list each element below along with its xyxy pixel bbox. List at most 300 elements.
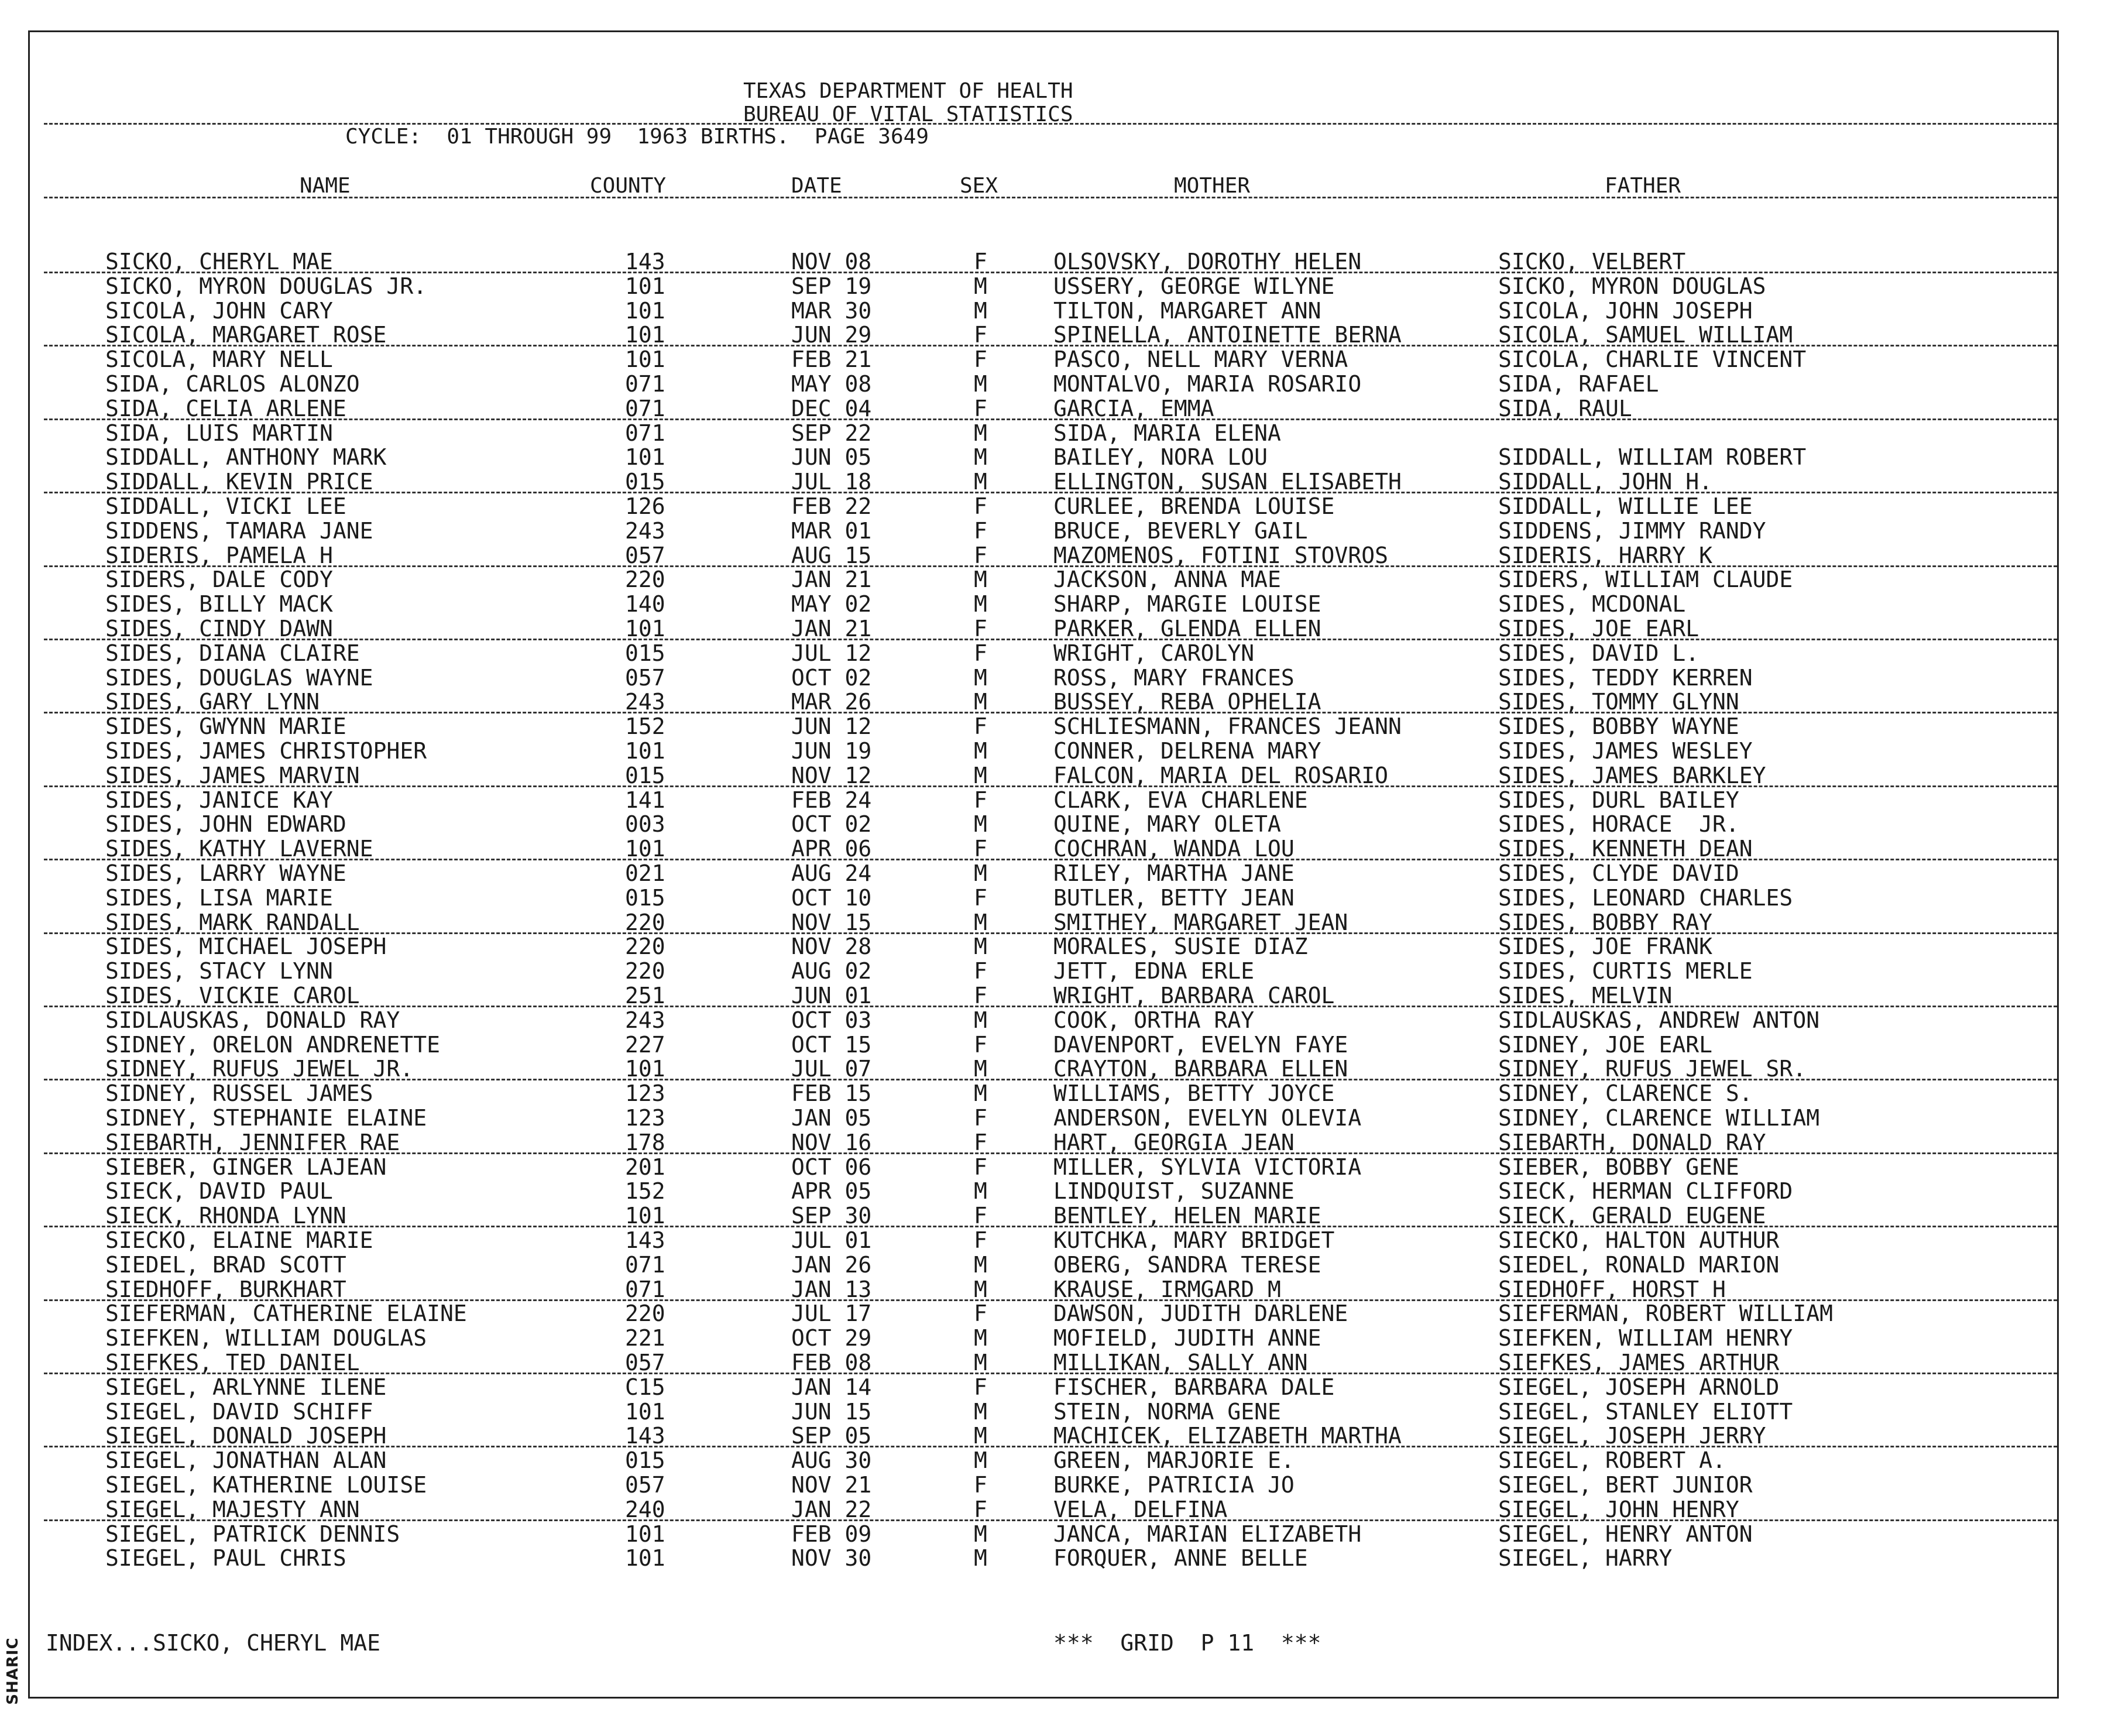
cell-sex: M [974, 1521, 987, 1547]
cell-father: SIDES, CLYDE DAVID [1498, 860, 1739, 886]
cell-county: 057 [625, 542, 665, 568]
cell-mother: PARKER, GLENDA ELLEN [1053, 616, 1321, 641]
cell-date: OCT 03 [791, 1007, 872, 1033]
cell-date: OCT 02 [791, 664, 872, 691]
cell-county: 003 [625, 811, 665, 838]
cell-county: 021 [625, 860, 665, 886]
cell-date: FEB 09 [791, 1521, 872, 1547]
cell-date: JAN 22 [791, 1496, 872, 1522]
cell-sex: F [974, 1227, 987, 1253]
cell-date: NOV 12 [791, 762, 872, 788]
cell-mother: SIDA, MARIA ELENA [1053, 420, 1281, 446]
cell-name: SIEGEL, PAUL CHRIS [105, 1545, 346, 1572]
table-row [0, 1057, 2115, 1081]
cell-county: 152 [625, 1178, 665, 1205]
cell-date: JUL 12 [791, 640, 872, 666]
cell-county: 178 [625, 1129, 665, 1155]
cell-mother: PASCO, NELL MARY VERNA [1053, 346, 1348, 373]
cell-county: 015 [625, 762, 665, 788]
cell-father: SIDES, KENNETH DEAN [1498, 836, 1753, 862]
cell-name: SICOLA, MARY NELL [105, 346, 333, 373]
cell-sex: M [974, 297, 987, 324]
cell-name: SIDES, DOUGLAS WAYNE [105, 664, 373, 691]
cell-mother: COOK, ORTHA RAY [1053, 1007, 1255, 1033]
cell-mother: CURLEE, BRENDA LOUISE [1053, 493, 1335, 519]
cell-sex: F [974, 1031, 987, 1058]
cell-county: 101 [625, 346, 665, 373]
table-row [0, 250, 2115, 274]
table-row [0, 959, 2115, 983]
cell-date: NOV 15 [791, 909, 872, 935]
table-row [0, 1253, 2115, 1277]
cell-father: SIDDENS, JIMMY RANDY [1498, 517, 1766, 544]
cell-mother: SMITHEY, MARGARET JEAN [1053, 909, 1348, 935]
cell-county: 143 [625, 249, 665, 275]
cell-sex: F [974, 1472, 987, 1498]
cell-mother: ELLINGTON, SUSAN ELISABETH [1053, 469, 1402, 495]
cell-mother: BRUCE, BEVERLY GAIL [1053, 517, 1308, 544]
table-row [0, 935, 2115, 959]
cell-county: 243 [625, 689, 665, 715]
cell-sex: F [974, 1105, 987, 1131]
cell-mother: DAWSON, JUDITH DARLENE [1053, 1301, 1348, 1327]
cell-name: SIEGEL, PATRICK DENNIS [105, 1521, 400, 1547]
cell-county: 126 [625, 493, 665, 519]
cell-father: SIDES, BOBBY RAY [1498, 909, 1713, 935]
cell-name: SIDES, MARK RANDALL [105, 909, 360, 935]
table-row [0, 1008, 2115, 1032]
cell-mother: CONNER, DELRENA MARY [1053, 738, 1321, 764]
cell-name: SIDES, GARY LYNN [105, 689, 320, 715]
cell-sex: M [974, 762, 987, 788]
cell-county: 101 [625, 836, 665, 862]
cell-father: SIEGEL, HARRY [1498, 1545, 1673, 1572]
cell-name: SIEGEL, DAVID SCHIFF [105, 1398, 373, 1425]
cell-county: 240 [625, 1496, 665, 1522]
cell-date: JAN 14 [791, 1374, 872, 1400]
cell-county: 101 [625, 1398, 665, 1425]
cell-county: 251 [625, 983, 665, 1008]
cell-name: SIDES, LARRY WAYNE [105, 860, 346, 886]
cell-date: OCT 10 [791, 884, 872, 911]
cell-county: 101 [625, 273, 665, 299]
cell-date: JAN 13 [791, 1276, 872, 1302]
cell-father: SIEGEL, STANLEY ELIOTT [1498, 1398, 1793, 1425]
cell-sex: M [974, 860, 987, 886]
cell-sex: F [974, 1301, 987, 1327]
cell-mother: JANCA, MARIAN ELIZABETH [1053, 1521, 1362, 1547]
cell-date: JAN 26 [791, 1251, 872, 1278]
table-row [0, 1179, 2115, 1203]
cell-county: 101 [625, 322, 665, 348]
cell-father: SIDES, TEDDY KERREN [1498, 664, 1753, 691]
cell-county: 101 [625, 1056, 665, 1082]
column-header-father: FATHER [1605, 174, 1681, 198]
cell-father: SIEGEL, JOSEPH JERRY [1498, 1423, 1766, 1449]
cell-date: MAY 02 [791, 591, 872, 617]
cell-date: JUL 18 [791, 469, 872, 495]
cell-date: JUN 12 [791, 713, 872, 740]
cell-father: SIEBARTH, DONALD RAY [1498, 1129, 1766, 1155]
cell-date: SEP 30 [791, 1203, 872, 1229]
cell-sex: F [974, 493, 987, 519]
cell-sex: F [974, 616, 987, 641]
table-row [0, 715, 2115, 739]
cell-sex: M [974, 1398, 987, 1425]
cell-date: JUN 15 [791, 1398, 872, 1425]
cell-county: 101 [625, 1521, 665, 1547]
cell-mother: BURKE, PATRICIA JO [1053, 1472, 1295, 1498]
cell-father: SIDES, LEONARD CHARLES [1498, 884, 1793, 911]
cell-name: SIEFERMAN, CATHERINE ELAINE [105, 1301, 467, 1327]
cell-father: SIEGEL, JOSEPH ARNOLD [1498, 1374, 1780, 1400]
table-row [0, 1278, 2115, 1302]
cell-sex: F [974, 836, 987, 862]
cell-father: SIDDALL, WILLIAM ROBERT [1498, 444, 1807, 471]
table-row [0, 372, 2115, 396]
cell-date: OCT 15 [791, 1031, 872, 1058]
cell-father: SIDES, JOE EARL [1498, 616, 1699, 641]
cell-sex: F [974, 1203, 987, 1229]
cell-county: 015 [625, 469, 665, 495]
cell-name: SIDDALL, ANTHONY MARK [105, 444, 387, 471]
cell-date: JUL 17 [791, 1301, 872, 1327]
cell-date: NOV 21 [791, 1472, 872, 1498]
cell-mother: GARCIA, EMMA [1053, 395, 1214, 421]
cell-county: 220 [625, 909, 665, 935]
table-row [0, 323, 2115, 347]
cell-sex: M [974, 1423, 987, 1449]
cell-date: JUN 05 [791, 444, 872, 471]
cell-mother: OLSOVSKY, DOROTHY HELEN [1053, 249, 1362, 275]
cell-father: SIDA, RAFAEL [1498, 371, 1659, 397]
cell-name: SICKO, MYRON DOUGLAS JR. [105, 273, 427, 299]
cell-mother: BAILEY, NORA LOU [1053, 444, 1268, 471]
cell-mother: FORQUER, ANNE BELLE [1053, 1545, 1308, 1572]
cell-father: SIEGEL, JOHN HENRY [1498, 1496, 1739, 1522]
cell-sex: M [974, 1178, 987, 1205]
cell-date: AUG 24 [791, 860, 872, 886]
cell-date: JUN 01 [791, 983, 872, 1008]
table-row [0, 1522, 2115, 1546]
cell-name: SIDA, CARLOS ALONZO [105, 371, 360, 397]
cell-mother: KRAUSE, IRMGARD M [1053, 1276, 1281, 1302]
cell-mother: WRIGHT, BARBARA CAROL [1053, 983, 1335, 1008]
cell-sex: M [974, 1080, 987, 1107]
cell-name: SIDDALL, VICKI LEE [105, 493, 346, 519]
side-label: SHARIC [4, 1637, 22, 1705]
cell-name: SIDDENS, TAMARA JANE [105, 517, 373, 544]
cell-mother: MILLIKAN, SALLY ANN [1053, 1350, 1308, 1375]
table-row [0, 1424, 2115, 1448]
cell-father: SIDNEY, JOE EARL [1498, 1031, 1713, 1058]
cell-sex: M [974, 1056, 987, 1082]
cell-father: SICOLA, CHARLIE VINCENT [1498, 346, 1807, 373]
cell-sex: M [974, 1251, 987, 1278]
cell-mother: RILEY, MARTHA JANE [1053, 860, 1295, 886]
cell-date: FEB 15 [791, 1080, 872, 1107]
cell-mother: MAZOMENOS, FOTINI STOVROS [1053, 542, 1388, 568]
cell-father: SIECK, GERALD EUGENE [1498, 1203, 1766, 1229]
column-header-county: COUNTY [590, 174, 667, 198]
cell-name: SIDES, BILLY MACK [105, 591, 333, 617]
table-row [0, 421, 2115, 445]
cell-county: 101 [625, 297, 665, 324]
cell-sex: F [974, 322, 987, 348]
cell-sex: F [974, 346, 987, 373]
table-row [0, 984, 2115, 1008]
cell-date: JUN 19 [791, 738, 872, 764]
cell-county: 101 [625, 738, 665, 764]
cell-date: FEB 22 [791, 493, 872, 519]
cell-date: MAR 26 [791, 689, 872, 715]
cell-mother: KUTCHKA, MARY BRIDGET [1053, 1227, 1335, 1253]
cell-sex: M [974, 934, 987, 960]
cell-mother: STEIN, NORMA GENE [1053, 1398, 1281, 1425]
cell-sex: F [974, 1154, 987, 1180]
table-row [0, 397, 2115, 421]
cell-name: SICKO, CHERYL MAE [105, 249, 333, 275]
cell-name: SIECK, DAVID PAUL [105, 1178, 333, 1205]
table-row [0, 764, 2115, 788]
cell-father: SIEGEL, ROBERT A. [1498, 1447, 1726, 1474]
cell-mother: TILTON, MARGARET ANN [1053, 297, 1321, 324]
cell-mother: FALCON, MARIA DEL ROSARIO [1053, 762, 1388, 788]
cell-mother: GREEN, MARJORIE E. [1053, 1447, 1295, 1474]
cell-father: SIDES, DAVID L. [1498, 640, 1699, 666]
cell-father: SIDLAUSKAS, ANDREW ANTON [1498, 1007, 1820, 1033]
cell-date: DEC 04 [791, 395, 872, 421]
cell-mother: HART, GEORGIA JEAN [1053, 1129, 1295, 1155]
cell-sex: F [974, 395, 987, 421]
cell-mother: SPINELLA, ANTOINETTE BERNA [1053, 322, 1402, 348]
cell-father: SIEFKES, JAMES ARTHUR [1498, 1350, 1780, 1375]
cell-county: 221 [625, 1325, 665, 1351]
cell-father: SIEGEL, HENRY ANTON [1498, 1521, 1753, 1547]
table-row [0, 1155, 2115, 1179]
table-row [0, 568, 2115, 592]
cell-father: SICKO, VELBERT [1498, 249, 1686, 275]
cell-county: 101 [625, 1545, 665, 1572]
cell-date: JAN 05 [791, 1105, 872, 1131]
cell-county: 015 [625, 1447, 665, 1474]
cell-sex: M [974, 689, 987, 715]
cell-sex: M [974, 591, 987, 617]
cell-name: SIECKO, ELAINE MARIE [105, 1227, 373, 1253]
cell-mother: JETT, EDNA ERLE [1053, 958, 1255, 984]
column-header-mother: MOTHER [1174, 174, 1251, 198]
cell-county: 123 [625, 1105, 665, 1131]
cell-name: SIDNEY, RUFUS JEWEL JR. [105, 1056, 414, 1082]
table-row [0, 617, 2115, 641]
cell-name: SIEGEL, JONATHAN ALAN [105, 1447, 387, 1474]
cell-name: SIDES, JOHN EDWARD [105, 811, 346, 838]
cell-father: SIDES, BOBBY WAYNE [1498, 713, 1739, 740]
table-row [0, 495, 2115, 519]
cell-name: SIDA, CELIA ARLENE [105, 395, 346, 421]
cell-county: 140 [625, 591, 665, 617]
cell-county: 071 [625, 371, 665, 397]
cell-name: SIDLAUSKAS, DONALD RAY [105, 1007, 400, 1033]
cell-date: NOV 28 [791, 934, 872, 960]
cell-father: SIEGEL, BERT JUNIOR [1498, 1472, 1753, 1498]
cell-sex: F [974, 1129, 987, 1155]
cell-mother: BUTLER, BETTY JEAN [1053, 884, 1295, 911]
table-row [0, 519, 2115, 543]
cell-father: SIECK, HERMAN CLIFFORD [1498, 1178, 1793, 1205]
cell-county: 057 [625, 664, 665, 691]
cell-sex: F [974, 983, 987, 1008]
cell-name: SIDA, LUIS MARTIN [105, 420, 333, 446]
cell-county: 141 [625, 787, 665, 813]
cell-date: MAY 08 [791, 371, 872, 397]
cell-sex: F [974, 517, 987, 544]
table-row [0, 299, 2115, 323]
cell-county: 015 [625, 884, 665, 911]
cell-father: SIDDALL, JOHN H. [1498, 469, 1713, 495]
table-row [0, 592, 2115, 616]
cell-name: SIDES, STACY LYNN [105, 958, 333, 984]
table-row [0, 1498, 2115, 1522]
cell-mother: DAVENPORT, EVELYN FAYE [1053, 1031, 1348, 1058]
cell-date: FEB 24 [791, 787, 872, 813]
cell-father: SICKO, MYRON DOUGLAS [1498, 273, 1766, 299]
cell-mother: MACHICEK, ELIZABETH MARTHA [1053, 1423, 1402, 1449]
cell-father: SICOLA, JOHN JOSEPH [1498, 297, 1753, 324]
cell-father: SIDES, TOMMY GLYNN [1498, 689, 1739, 715]
cell-county: 220 [625, 934, 665, 960]
table-row [0, 1229, 2115, 1253]
cell-father: SIDES, DURL BAILEY [1498, 787, 1739, 813]
cell-sex: F [974, 640, 987, 666]
cell-date: MAR 30 [791, 297, 872, 324]
cell-mother: BENTLEY, HELEN MARIE [1053, 1203, 1321, 1229]
cell-father: SICOLA, SAMUEL WILLIAM [1498, 322, 1793, 348]
cell-date: SEP 19 [791, 273, 872, 299]
cycle-line: CYCLE: 01 THROUGH 99 1963 BIRTHS. PAGE 3649 [345, 125, 929, 149]
cell-county: 243 [625, 1007, 665, 1033]
cell-date: JUL 07 [791, 1056, 872, 1082]
cell-name: SIEFKEN, WILLIAM DOUGLAS [105, 1325, 427, 1351]
cell-name: SIEDEL, BRAD SCOTT [105, 1251, 346, 1278]
cell-date: NOV 30 [791, 1545, 872, 1572]
cell-father: SIDES, MCDONAL [1498, 591, 1686, 617]
cell-county: 143 [625, 1423, 665, 1449]
cell-name: SIDES, JANICE KAY [105, 787, 333, 813]
cell-date: APR 06 [791, 836, 872, 862]
table-row [0, 1082, 2115, 1106]
cell-county: 123 [625, 1080, 665, 1107]
cell-sex: F [974, 1496, 987, 1522]
cell-father: SIDES, HORACE JR. [1498, 811, 1739, 838]
cell-name: SIDES, LISA MARIE [105, 884, 333, 911]
cell-name: SIDES, MICHAEL JOSEPH [105, 934, 387, 960]
cell-sex: M [974, 1447, 987, 1474]
table-row [0, 886, 2115, 910]
cell-date: JAN 21 [791, 567, 872, 593]
table-row [0, 1400, 2115, 1424]
cell-sex: M [974, 664, 987, 691]
cell-date: OCT 02 [791, 811, 872, 838]
cell-sex: F [974, 542, 987, 568]
cell-father: SIDES, MELVIN [1498, 983, 1673, 1008]
cell-father: SIDES, CURTIS MERLE [1498, 958, 1753, 984]
cell-date: NOV 16 [791, 1129, 872, 1155]
table-row [0, 690, 2115, 714]
table-row [0, 1204, 2115, 1228]
cell-name: SIEFKES, TED DANIEL [105, 1350, 360, 1375]
cell-mother: OBERG, SANDRA TERESE [1053, 1251, 1321, 1278]
cell-father: SIDERIS, HARRY K [1498, 542, 1713, 568]
cell-name: SIECK, RHONDA LYNN [105, 1203, 346, 1229]
cell-name: SIEBER, GINGER LAJEAN [105, 1154, 387, 1180]
row-separator [44, 785, 2057, 787]
cell-sex: F [974, 713, 987, 740]
cell-father: SIDERS, WILLIAM CLAUDE [1498, 567, 1793, 593]
cell-mother: MOFIELD, JUDITH ANNE [1053, 1325, 1321, 1351]
cell-name: SIDNEY, STEPHANIE ELAINE [105, 1105, 427, 1131]
cell-county: 152 [625, 713, 665, 740]
cell-sex: M [974, 567, 987, 593]
table-row [0, 544, 2115, 568]
cell-sex: M [974, 444, 987, 471]
cell-county: 220 [625, 567, 665, 593]
cell-father: SIDNEY, RUFUS JEWEL SR. [1498, 1056, 1807, 1082]
cell-father: SIEFKEN, WILLIAM HENRY [1498, 1325, 1793, 1351]
cell-county: 143 [625, 1227, 665, 1253]
cell-sex: F [974, 787, 987, 813]
table-row [0, 837, 2115, 861]
cell-date: OCT 29 [791, 1325, 872, 1351]
cell-name: SIDES, VICKIE CAROL [105, 983, 360, 1008]
cell-name: SIEGEL, DONALD JOSEPH [105, 1423, 387, 1449]
cell-name: SIDES, JAMES CHRISTOPHER [105, 738, 427, 764]
cell-county: 057 [625, 1472, 665, 1498]
cell-county: 071 [625, 420, 665, 446]
cell-mother: COCHRAN, WANDA LOU [1053, 836, 1295, 862]
cell-name: SIEGEL, MAJESTY ANN [105, 1496, 360, 1522]
cell-sex: M [974, 469, 987, 495]
cell-name: SIDES, KATHY LAVERNE [105, 836, 373, 862]
cell-mother: JACKSON, ANNA MAE [1053, 567, 1281, 593]
cell-sex: M [974, 738, 987, 764]
cell-father: SIEFERMAN, ROBERT WILLIAM [1498, 1301, 1833, 1327]
cell-sex: M [974, 1350, 987, 1375]
cell-sex: M [974, 1007, 987, 1033]
table-row [0, 812, 2115, 836]
cell-sex: F [974, 1374, 987, 1400]
cell-mother: WRIGHT, CAROLYN [1053, 640, 1255, 666]
table-row [0, 911, 2115, 935]
column-header-sex: SEX [960, 174, 998, 198]
cell-sex: M [974, 1545, 987, 1572]
table-row [0, 1326, 2115, 1350]
cell-county: C15 [625, 1374, 665, 1400]
cell-father: SIEDHOFF, HORST H [1498, 1276, 1726, 1302]
cell-name: SICOLA, JOHN CARY [105, 297, 333, 324]
cell-sex: M [974, 1276, 987, 1302]
cell-name: SIDDALL, KEVIN PRICE [105, 469, 373, 495]
cell-mother: MORALES, SUSIE DIAZ [1053, 934, 1308, 960]
cell-county: 101 [625, 444, 665, 471]
cell-name: SIEGEL, KATHERINE LOUISE [105, 1472, 427, 1498]
cell-mother: SCHLIESMANN, FRANCES JEANN [1053, 713, 1402, 740]
table-row [0, 275, 2115, 299]
cell-father: SIDES, JAMES WESLEY [1498, 738, 1753, 764]
table-row [0, 445, 2115, 469]
cell-date: NOV 08 [791, 249, 872, 275]
cell-county: 071 [625, 395, 665, 421]
